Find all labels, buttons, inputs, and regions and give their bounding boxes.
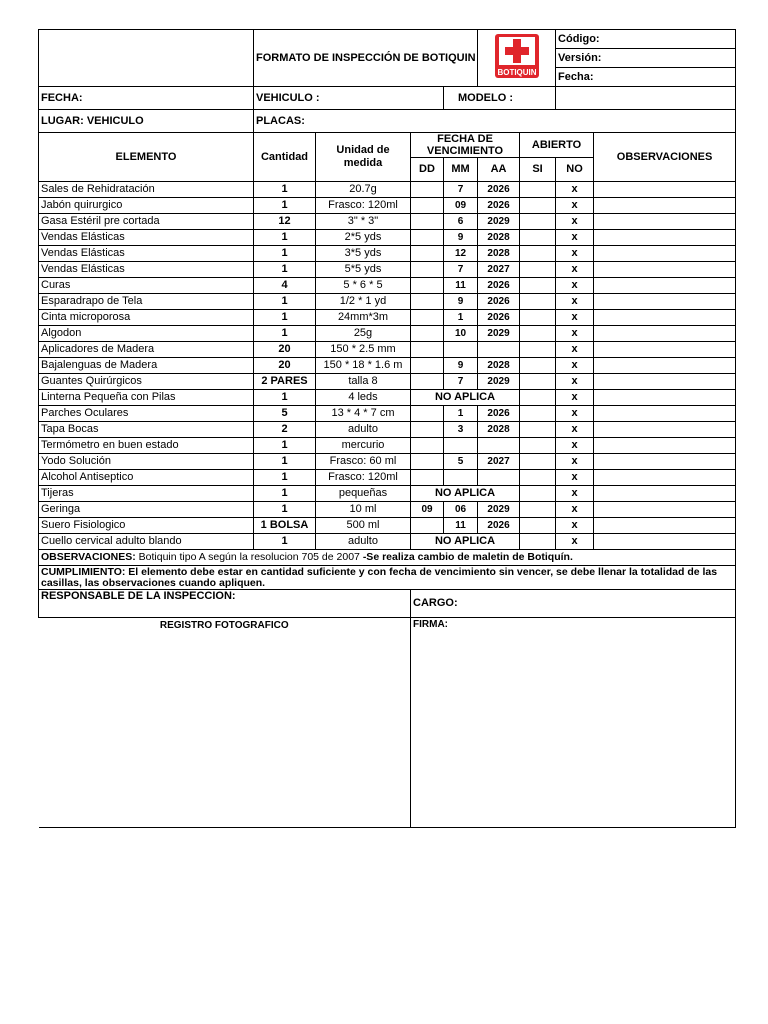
aa-cell[interactable]: 2026	[478, 182, 520, 198]
table-row	[39, 310, 736, 326]
unidad-cell: 500 ml	[316, 518, 411, 534]
table-row	[39, 182, 736, 198]
aa-cell[interactable]: 2027	[478, 262, 520, 278]
dd-cell[interactable]	[411, 198, 444, 214]
no-cell[interactable]: x	[556, 486, 594, 502]
col-unidad: Unidad de medida	[316, 133, 411, 182]
unidad-cell: 150 * 18 * 1.6 m	[316, 358, 411, 374]
fecha-merged-cell: NO APLICA	[411, 486, 520, 502]
dd-cell[interactable]	[411, 358, 444, 374]
si-cell[interactable]	[520, 518, 556, 534]
elemento-cell: Yodo Solución	[39, 454, 254, 470]
firma-label: FIRMA:	[411, 618, 736, 828]
si-cell[interactable]	[520, 262, 556, 278]
elemento-cell: Algodon	[39, 326, 254, 342]
dd-cell[interactable]: 09	[411, 502, 444, 518]
cantidad-cell: 12	[254, 214, 316, 230]
observaciones-note-text: Botiquin tipo A según la resolucion 705 de 2007	[135, 551, 363, 563]
elemento-cell: Tijeras	[39, 486, 254, 502]
dd-cell[interactable]	[411, 406, 444, 422]
col-cantidad: Cantidad	[254, 133, 316, 182]
modelo-label: MODELO :	[444, 87, 556, 110]
aa-cell[interactable]: 2026	[478, 518, 520, 534]
mm-cell[interactable]: 3	[444, 422, 478, 438]
si-cell[interactable]	[520, 278, 556, 294]
table-row	[39, 390, 736, 406]
observaciones-cell[interactable]	[594, 278, 736, 294]
si-cell[interactable]	[520, 326, 556, 342]
dd-cell[interactable]	[411, 278, 444, 294]
aa-cell[interactable]	[478, 342, 520, 358]
table-row	[39, 406, 736, 422]
mm-cell[interactable]	[444, 438, 478, 454]
cumplimiento-note	[39, 566, 736, 590]
observaciones-cell[interactable]	[594, 310, 736, 326]
table-row	[39, 486, 736, 502]
no-cell[interactable]: x	[556, 278, 594, 294]
elemento-cell: Geringa	[39, 502, 254, 518]
aa-cell[interactable]: 2029	[478, 214, 520, 230]
cantidad-cell: 1	[254, 246, 316, 262]
observaciones-cell[interactable]	[594, 246, 736, 262]
unidad-cell: 2*5 yds	[316, 230, 411, 246]
aa-cell[interactable]: 2026	[478, 198, 520, 214]
elemento-cell: Vendas Elásticas	[39, 230, 254, 246]
cantidad-cell: 1	[254, 294, 316, 310]
observaciones-cell[interactable]	[594, 518, 736, 534]
table-row	[39, 438, 736, 454]
table-row	[39, 454, 736, 470]
no-cell[interactable]: x	[556, 294, 594, 310]
dd-cell[interactable]	[411, 230, 444, 246]
aa-cell[interactable]: 2026	[478, 278, 520, 294]
si-cell[interactable]	[520, 246, 556, 262]
elemento-cell: Aplicadores de Madera	[39, 342, 254, 358]
modelo-value[interactable]	[556, 87, 736, 110]
aa-cell[interactable]: 2028	[478, 246, 520, 262]
unidad-cell: 150 * 2.5 mm	[316, 342, 411, 358]
si-cell[interactable]	[520, 198, 556, 214]
table-row	[39, 262, 736, 278]
aa-cell[interactable]	[478, 470, 520, 486]
unidad-cell: 10 ml	[316, 502, 411, 518]
elemento-cell: Suero Fisiologico	[39, 518, 254, 534]
observaciones-cell[interactable]	[594, 358, 736, 374]
unidad-cell: 3" * 3"	[316, 214, 411, 230]
observaciones-cell[interactable]	[594, 182, 736, 198]
si-cell[interactable]	[520, 342, 556, 358]
registro-fotografico-label: REGISTRO FOTOGRAFICO	[39, 618, 411, 634]
aa-cell[interactable]: 2027	[478, 454, 520, 470]
unidad-cell: 1/2 * 1 yd	[316, 294, 411, 310]
col-abierto: ABIERTO	[520, 133, 594, 158]
table-row	[39, 470, 736, 486]
observaciones-cell[interactable]	[594, 342, 736, 358]
observaciones-note-label: OBSERVACIONES:	[41, 551, 136, 563]
mm-cell[interactable]	[444, 470, 478, 486]
mm-cell[interactable]: 7	[444, 262, 478, 278]
dd-cell[interactable]	[411, 262, 444, 278]
table-row	[39, 502, 736, 518]
aa-cell[interactable]	[478, 438, 520, 454]
no-cell[interactable]: x	[556, 182, 594, 198]
mm-cell[interactable]: 1	[444, 406, 478, 422]
elemento-cell: Termómetro en buen estado	[39, 438, 254, 454]
elemento-cell: Jabón quirurgico	[39, 198, 254, 214]
mm-cell[interactable]: 06	[444, 502, 478, 518]
mm-cell[interactable]	[444, 342, 478, 358]
cantidad-cell: 20	[254, 342, 316, 358]
cantidad-cell: 1	[254, 470, 316, 486]
no-cell[interactable]: x	[556, 214, 594, 230]
unidad-cell: 4 leds	[316, 390, 411, 406]
elemento-cell: Tapa Bocas	[39, 422, 254, 438]
observaciones-cell[interactable]	[594, 390, 736, 406]
si-cell[interactable]	[520, 438, 556, 454]
mm-cell[interactable]: 1	[444, 310, 478, 326]
cantidad-cell: 1	[254, 182, 316, 198]
unidad-cell: Frasco: 60 ml	[316, 454, 411, 470]
item-rows	[39, 182, 736, 550]
dd-cell[interactable]	[411, 518, 444, 534]
placas-label: PLACAS:	[254, 110, 736, 133]
observaciones-cell[interactable]	[594, 262, 736, 278]
si-cell[interactable]	[520, 358, 556, 374]
si-cell[interactable]	[520, 422, 556, 438]
cantidad-cell: 1	[254, 198, 316, 214]
col-mm: MM	[444, 158, 478, 182]
cumplimiento-label: CUMPLIMIENTO:	[41, 565, 126, 578]
elemento-cell: Gasa Estéril pre cortada	[39, 214, 254, 230]
aa-cell[interactable]: 2029	[478, 374, 520, 390]
elemento-cell: Curas	[39, 278, 254, 294]
table-row	[39, 518, 736, 534]
no-cell[interactable]: x	[556, 342, 594, 358]
si-cell[interactable]	[520, 390, 556, 406]
unidad-cell: Frasco: 120ml	[316, 198, 411, 214]
unidad-cell: adulto	[316, 534, 411, 550]
elemento-cell: Vendas Elásticas	[39, 262, 254, 278]
cumplimiento-text: El elemento debe estar en cantidad suficiente y con fecha de vencimiento sin vencer, se debe llenar la totalidad de las casillas, las observaciones cuando apliquen.	[41, 565, 718, 589]
cantidad-cell: 1	[254, 502, 316, 518]
observaciones-cell[interactable]	[594, 294, 736, 310]
no-cell[interactable]: x	[556, 502, 594, 518]
si-cell[interactable]	[520, 182, 556, 198]
unidad-cell: pequeñas	[316, 486, 411, 502]
si-cell[interactable]	[520, 454, 556, 470]
mm-cell[interactable]: 10	[444, 326, 478, 342]
si-cell[interactable]	[520, 294, 556, 310]
registro-fotografico-area[interactable]	[39, 633, 411, 828]
observaciones-cell[interactable]	[594, 230, 736, 246]
aa-cell[interactable]: 2026	[478, 294, 520, 310]
no-cell[interactable]: x	[556, 358, 594, 374]
unidad-cell: adulto	[316, 422, 411, 438]
observaciones-cell[interactable]	[594, 454, 736, 470]
observaciones-note	[39, 550, 736, 566]
cantidad-cell: 1	[254, 534, 316, 550]
mm-cell[interactable]: 12	[444, 246, 478, 262]
unidad-cell: 24mm*3m	[316, 310, 411, 326]
si-cell[interactable]	[520, 406, 556, 422]
mm-cell[interactable]: 9	[444, 230, 478, 246]
cargo-label: CARGO:	[411, 590, 736, 618]
no-cell[interactable]: x	[556, 454, 594, 470]
fecha-header-label: Fecha:	[556, 68, 736, 87]
cantidad-cell: 2 PARES	[254, 374, 316, 390]
observaciones-cell[interactable]	[594, 406, 736, 422]
dd-cell[interactable]	[411, 182, 444, 198]
cantidad-cell: 1	[254, 326, 316, 342]
inspection-form	[38, 29, 735, 828]
si-cell[interactable]	[520, 230, 556, 246]
unidad-cell: Frasco: 120ml	[316, 470, 411, 486]
no-cell[interactable]: x	[556, 326, 594, 342]
observaciones-cell[interactable]	[594, 214, 736, 230]
dd-cell[interactable]	[411, 326, 444, 342]
no-cell[interactable]: x	[556, 470, 594, 486]
cantidad-cell: 1	[254, 230, 316, 246]
cantidad-cell: 1	[254, 310, 316, 326]
col-aa: AA	[478, 158, 520, 182]
dd-cell[interactable]	[411, 246, 444, 262]
unidad-cell: 13 * 4 * 7 cm	[316, 406, 411, 422]
mm-cell[interactable]: 7	[444, 182, 478, 198]
table-row	[39, 230, 736, 246]
no-cell[interactable]: x	[556, 438, 594, 454]
elemento-cell: Parches Oculares	[39, 406, 254, 422]
table-row	[39, 358, 736, 374]
table-row	[39, 294, 736, 310]
fecha-merged-cell: NO APLICA	[411, 390, 520, 406]
dd-cell[interactable]	[411, 454, 444, 470]
unidad-cell: 5 * 6 * 5	[316, 278, 411, 294]
aa-cell[interactable]: 2026	[478, 310, 520, 326]
table-row	[39, 326, 736, 342]
col-no: NO	[556, 158, 594, 182]
elemento-cell: Cuello cervical adulto blando	[39, 534, 254, 550]
mm-cell[interactable]: 9	[444, 358, 478, 374]
cantidad-cell: 1	[254, 486, 316, 502]
aa-cell[interactable]: 2029	[478, 502, 520, 518]
aa-cell[interactable]: 2028	[478, 230, 520, 246]
logo-text: BOTIQUIN	[496, 68, 537, 77]
mm-cell[interactable]: 7	[444, 374, 478, 390]
unidad-cell: mercurio	[316, 438, 411, 454]
elemento-cell: Vendas Elásticas	[39, 246, 254, 262]
dd-cell[interactable]	[411, 214, 444, 230]
no-cell[interactable]: x	[556, 246, 594, 262]
no-cell[interactable]: x	[556, 534, 594, 550]
unidad-cell: 25g	[316, 326, 411, 342]
table-row	[39, 374, 736, 390]
elemento-cell: Esparadrapo de Tela	[39, 294, 254, 310]
vehiculo-label: VEHICULO :	[254, 87, 444, 110]
codigo-label: Código:	[556, 30, 736, 49]
si-cell[interactable]	[520, 534, 556, 550]
mm-cell[interactable]: 11	[444, 518, 478, 534]
elemento-cell: Cinta microporosa	[39, 310, 254, 326]
aa-cell[interactable]: 2029	[478, 326, 520, 342]
col-si: SI	[520, 158, 556, 182]
fecha-merged-cell: NO APLICA	[411, 534, 520, 550]
mm-cell[interactable]: 6	[444, 214, 478, 230]
lugar-label: LUGAR: VEHICULO	[39, 110, 254, 133]
observaciones-cell[interactable]	[594, 502, 736, 518]
observaciones-cell[interactable]	[594, 374, 736, 390]
cantidad-cell: 1 BOLSA	[254, 518, 316, 534]
table-row	[39, 214, 736, 230]
mm-cell[interactable]: 09	[444, 198, 478, 214]
table-row	[39, 278, 736, 294]
elemento-cell: Linterna Pequeña con Pilas	[39, 390, 254, 406]
observaciones-note-bold: -Se realiza cambio de maletin de Botiquín.	[362, 551, 573, 563]
aa-cell[interactable]: 2028	[478, 422, 520, 438]
cantidad-cell: 5	[254, 406, 316, 422]
dd-cell[interactable]	[411, 470, 444, 486]
dd-cell[interactable]	[411, 438, 444, 454]
si-cell[interactable]	[520, 310, 556, 326]
dd-cell[interactable]	[411, 294, 444, 310]
observaciones-cell[interactable]	[594, 326, 736, 342]
col-dd: DD	[411, 158, 444, 182]
table-row	[39, 534, 736, 550]
si-cell[interactable]	[520, 502, 556, 518]
si-cell[interactable]	[520, 374, 556, 390]
unidad-cell: 5*5 yds	[316, 262, 411, 278]
dd-cell[interactable]	[411, 310, 444, 326]
col-fecha-vencimiento: FECHA DE VENCIMIENTO	[411, 133, 520, 158]
form-table	[38, 29, 736, 828]
mm-cell[interactable]: 5	[444, 454, 478, 470]
cantidad-cell: 20	[254, 358, 316, 374]
mm-cell[interactable]: 11	[444, 278, 478, 294]
unidad-cell: talla 8	[316, 374, 411, 390]
si-cell[interactable]	[520, 486, 556, 502]
elemento-cell: Sales de Rehidratación	[39, 182, 254, 198]
cantidad-cell: 1	[254, 438, 316, 454]
no-cell[interactable]: x	[556, 198, 594, 214]
si-cell[interactable]	[520, 470, 556, 486]
no-cell[interactable]: x	[556, 310, 594, 326]
elemento-cell: Bajalenguas de Madera	[39, 358, 254, 374]
unidad-cell: 20.7g	[316, 182, 411, 198]
version-label: Versión:	[556, 49, 736, 68]
observaciones-cell[interactable]	[594, 198, 736, 214]
fecha-label: FECHA:	[39, 87, 254, 110]
observaciones-cell[interactable]	[594, 470, 736, 486]
cantidad-cell: 4	[254, 278, 316, 294]
observaciones-cell[interactable]	[594, 422, 736, 438]
no-cell[interactable]: x	[556, 422, 594, 438]
col-observaciones: OBSERVACIONES	[594, 133, 736, 182]
responsable-label: RESPONSABLE DE LA INSPECCION:	[39, 590, 411, 618]
cantidad-cell: 1	[254, 262, 316, 278]
botiquin-logo-icon	[494, 33, 540, 79]
table-row	[39, 246, 736, 262]
observaciones-cell[interactable]	[594, 438, 736, 454]
observaciones-cell[interactable]	[594, 486, 736, 502]
dd-cell[interactable]	[411, 342, 444, 358]
table-row	[39, 422, 736, 438]
elemento-cell: Guantes Quirúrgicos	[39, 374, 254, 390]
table-row	[39, 342, 736, 358]
unidad-cell: 3*5 yds	[316, 246, 411, 262]
table-row	[39, 198, 736, 214]
logo-cell	[478, 30, 556, 87]
no-cell[interactable]: x	[556, 406, 594, 422]
aa-cell[interactable]: 2026	[478, 406, 520, 422]
dd-cell[interactable]	[411, 422, 444, 438]
no-cell[interactable]: x	[556, 262, 594, 278]
cantidad-cell: 2	[254, 422, 316, 438]
form-title: FORMATO DE INSPECCIÓN DE BOTIQUIN	[254, 30, 478, 87]
no-cell[interactable]: x	[556, 374, 594, 390]
elemento-cell: Alcohol Antiseptico	[39, 470, 254, 486]
aa-cell[interactable]: 2028	[478, 358, 520, 374]
no-cell[interactable]: x	[556, 230, 594, 246]
cantidad-cell: 1	[254, 454, 316, 470]
col-elemento: ELEMENTO	[39, 133, 254, 182]
cantidad-cell: 1	[254, 390, 316, 406]
mm-cell[interactable]: 9	[444, 294, 478, 310]
blank-header-cell	[39, 30, 254, 87]
dd-cell[interactable]	[411, 374, 444, 390]
no-cell[interactable]: x	[556, 518, 594, 534]
no-cell[interactable]: x	[556, 390, 594, 406]
si-cell[interactable]	[520, 214, 556, 230]
observaciones-cell[interactable]	[594, 534, 736, 550]
